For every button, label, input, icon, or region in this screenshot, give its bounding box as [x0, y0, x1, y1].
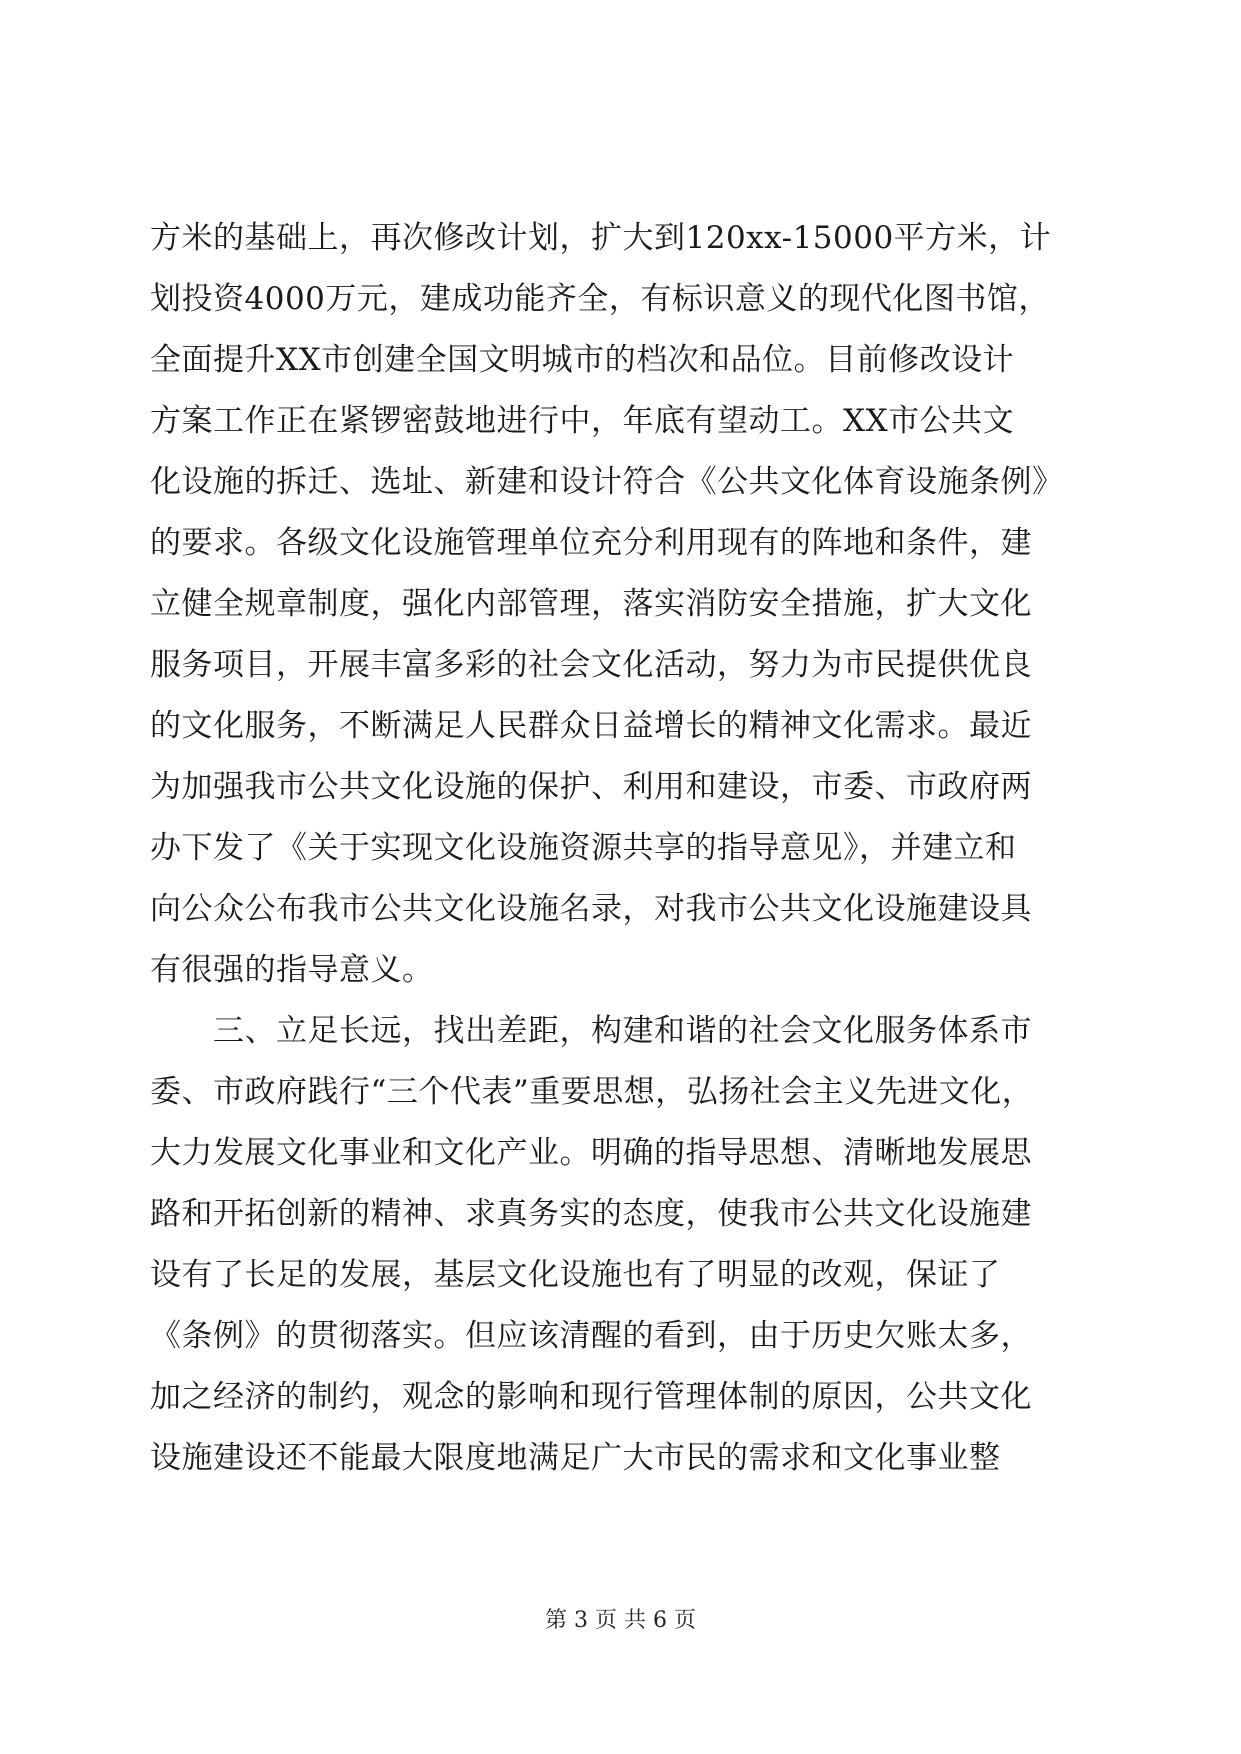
text-line: 办下发了《关于实现文化设施资源共享的指导意见》，并建立和	[150, 830, 1017, 866]
text-line: 化设施的拆迁、选址、新建和设计符合《公共文化体育设施条例》	[150, 464, 1064, 500]
text-line: 三、立足长远，找出差距，构建和谐的社会文化服务体系市	[150, 1013, 1032, 1049]
text-line: 加之经济的制约，观念的影响和现行管理体制的原因，公共文化	[150, 1379, 1032, 1415]
text-line: 的文化服务，不断满足人民群众日益增长的精神文化需求。最近	[150, 708, 1032, 744]
text-line: 方米的基础上，再次修改计划，扩大到120xx-15000平方米，计	[150, 220, 1052, 256]
text-line: 的要求。各级文化设施管理单位充分利用现有的阵地和条件，建	[150, 525, 1032, 561]
text-line: 服务项目，开展丰富多彩的社会文化活动，努力为市民提供优良	[150, 647, 1032, 683]
text-line: 大力发展文化事业和文化产业。明确的指导思想、清晰地发展思	[150, 1135, 1032, 1171]
body-text	[150, 208, 1110, 1489]
text-line: 《条例》的贯彻落实。但应该清醒的看到，由于历史欠账太多，	[150, 1318, 1032, 1354]
text-line: 设施建设还不能最大限度地满足广大市民的需求和文化事业整	[150, 1440, 1001, 1476]
page-number-footer: 第 3 页 共 6 页	[545, 1608, 696, 1633]
text-line: 设有了长足的发展，基层文化设施也有了明显的改观，保证了	[150, 1257, 1001, 1293]
text-line: 方案工作正在紧锣密鼓地进行中，年底有望动工。XX市公共文	[150, 403, 1015, 439]
text-line: 有很强的指导意义。	[150, 952, 434, 988]
text-line: 路和开拓创新的精神、求真务实的态度，使我市公共文化设施建	[150, 1196, 1032, 1232]
text-line: 委、市政府践行“三个代表”重要思想，弘扬社会主义先进文化，	[150, 1074, 1034, 1110]
text-line: 全面提升XX市创建全国文明城市的档次和品位。目前修改设计	[150, 342, 1015, 378]
text-line: 立健全规章制度，强化内部管理，落实消防安全措施，扩大文化	[150, 586, 1032, 622]
text-line: 向公众公布我市公共文化设施名录，对我市公共文化设施建设具	[150, 891, 1032, 927]
text-line: 划投资4000万元，建成功能齐全，有标识意义的现代化图书馆，	[150, 281, 1050, 317]
text-line: 为加强我市公共文化设施的保护、利用和建设，市委、市政府两	[150, 769, 1032, 805]
